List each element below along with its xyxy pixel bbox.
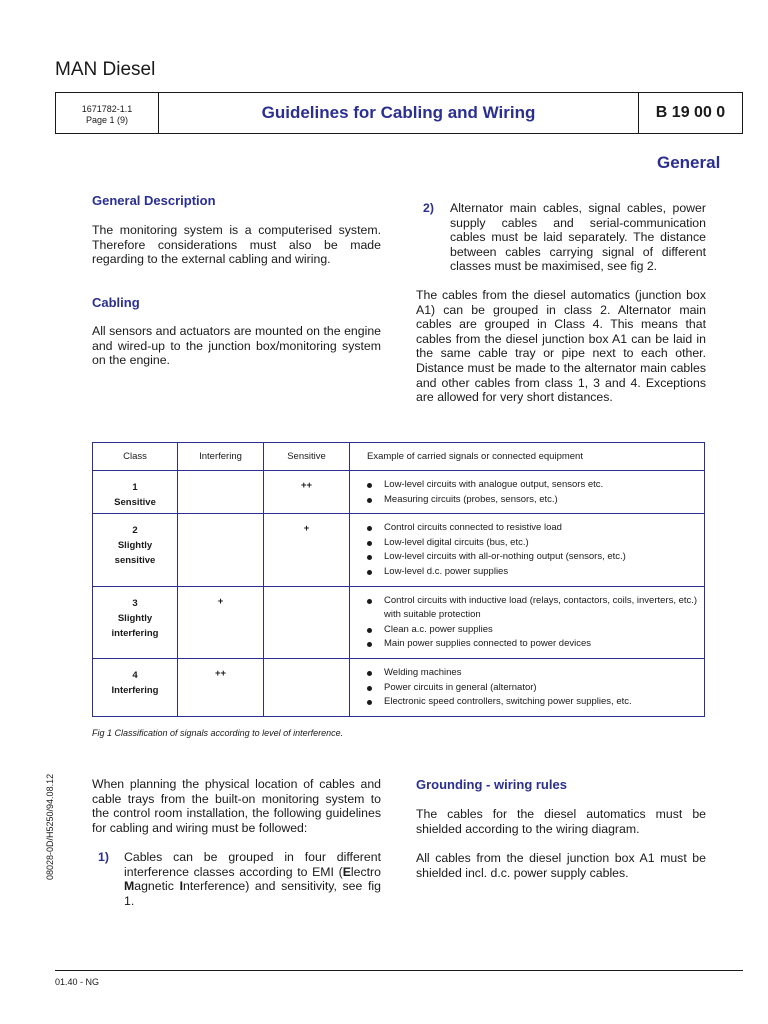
doc-reference [56,93,159,133]
interfering-cell: + [178,586,264,658]
page-number: Page 1 (9) [85,115,129,125]
class-label: sensitive [114,555,156,567]
sensitive-cell [264,586,350,658]
document-header [55,92,743,134]
list-item: Control circuits with inductive load (relays, contactors, coils, inverters, etc.) with suitable protection [366,594,704,623]
item-2-text: Alternator main cables, signal cables, power supply cables and serial-communication cables must be laid separately. The distance between cables carrying signal of different classes must be maximised, see fig 2. [450,201,706,274]
brand-name: MAN Diesel [55,59,156,80]
examples-cell [350,586,705,658]
section-title: General [657,153,721,172]
footer-code: 01.40 - NG [55,977,100,987]
interfering-cell [178,514,264,586]
class-label: Slightly [117,612,153,624]
list-item: Low-level circuits with analogue output, sensors etc. [366,478,704,493]
header-class: Class [93,443,178,471]
grounding-text-1: The cables for the diesel automatics must be shielded according to the wiring diagram. [416,807,706,836]
class-cell [93,514,178,586]
class-cell [93,471,178,514]
list-item: Welding machines [366,666,704,681]
examples-cell [350,658,705,716]
cabling-text: All sensors and actuators are mounted on the engine and wired-up to the junction box/monitoring system on the engine. [92,324,381,368]
figure-caption: Fig 1 Classification of signals according to level of interference. [92,728,344,738]
interfering-cell: ++ [178,658,264,716]
class-number: 3 [132,597,138,609]
class-number: 4 [132,669,138,681]
list-item: Measuring circuits (probes, sensors, etc.) [366,493,704,508]
header-examples: Example of carried signals or connected equipment [350,443,705,471]
document-code: B 19 00 0 [638,93,742,133]
cabling-heading: Cabling [92,295,140,310]
general-description-text: The monitoring system is a computerised system. Therefore considerations must also be made regarding to the external cabling and wiring. [92,223,381,267]
item-1-text: Cables can be grouped in four different interference classes according to EMI (Electro Magnetic Interference) and sensitivity, see fig 1. [124,850,381,908]
examples-cell [350,471,705,514]
general-description-heading: General Description [92,193,216,208]
side-document-code: 08028-0D/H5250/94.08.12 [45,773,55,880]
doc-number: 1671782-1.1 [81,104,133,114]
list-item: Clean a.c. power supplies [366,623,704,638]
class-label: Slightly [117,540,153,552]
table-header-row [93,443,705,471]
list-item: Main power supplies connected to power devices [366,637,704,652]
class-cell [93,586,178,658]
grounding-text-2: All cables from the diesel junction box A1 must be shielded incl. d.c. power supply cables. [416,851,706,880]
header-sensitive: Sensitive [264,443,350,471]
sensitive-cell [264,658,350,716]
list-item: Low-level digital circuits (bus, etc.) [366,536,704,551]
header-interfering: Interfering [178,443,264,471]
planning-paragraph: When planning the physical location of cables and cable trays from the built-on monitoring system to the control room installation, the following guidelines for cabling and wiring must be followed: [92,777,381,835]
table-row [93,586,705,658]
list-item: Control circuits connected to resistive load [366,521,704,536]
list-item: Low-level circuits with all-or-nothing output (sensors, etc.) [366,550,704,565]
examples-cell [350,514,705,586]
class-number: 1 [132,482,138,493]
class-label: Interfering [111,684,159,696]
item-1-number: 1) [98,850,109,864]
class-number: 2 [132,525,138,537]
table-row [93,471,705,514]
footer-divider [55,970,743,971]
table-row [93,514,705,586]
item-2-number: 2) [423,201,434,215]
sensitive-cell: + [264,514,350,586]
list-item: Power circuits in general (alternator) [366,681,704,696]
junction-box-paragraph: The cables from the diesel automatics (junction box A1) can be grouped in class 2. Alternator main cables are grouped in Class 4. This means that cables from the diesel junction box A1 can be laid in the same cable tray or pipe next to each other. Distance must be made to the alternator main cables and other cables from class 1, 3 and 4. Exceptions are allowed for very short distances. [416,288,706,405]
document-title: Guidelines for Cabling and Wiring [261,103,536,122]
class-label: interfering [111,627,159,639]
list-item: Low-level d.c. power supplies [366,565,704,580]
class-label: Sensitive [114,497,156,508]
classification-table [92,442,705,717]
grounding-heading: Grounding - wiring rules [416,777,567,792]
list-item: Electronic speed controllers, switching power supplies, etc. [366,695,704,710]
sensitive-cell: ++ [264,471,350,514]
interfering-cell [178,471,264,514]
class-cell [93,658,178,716]
table-row [93,658,705,716]
